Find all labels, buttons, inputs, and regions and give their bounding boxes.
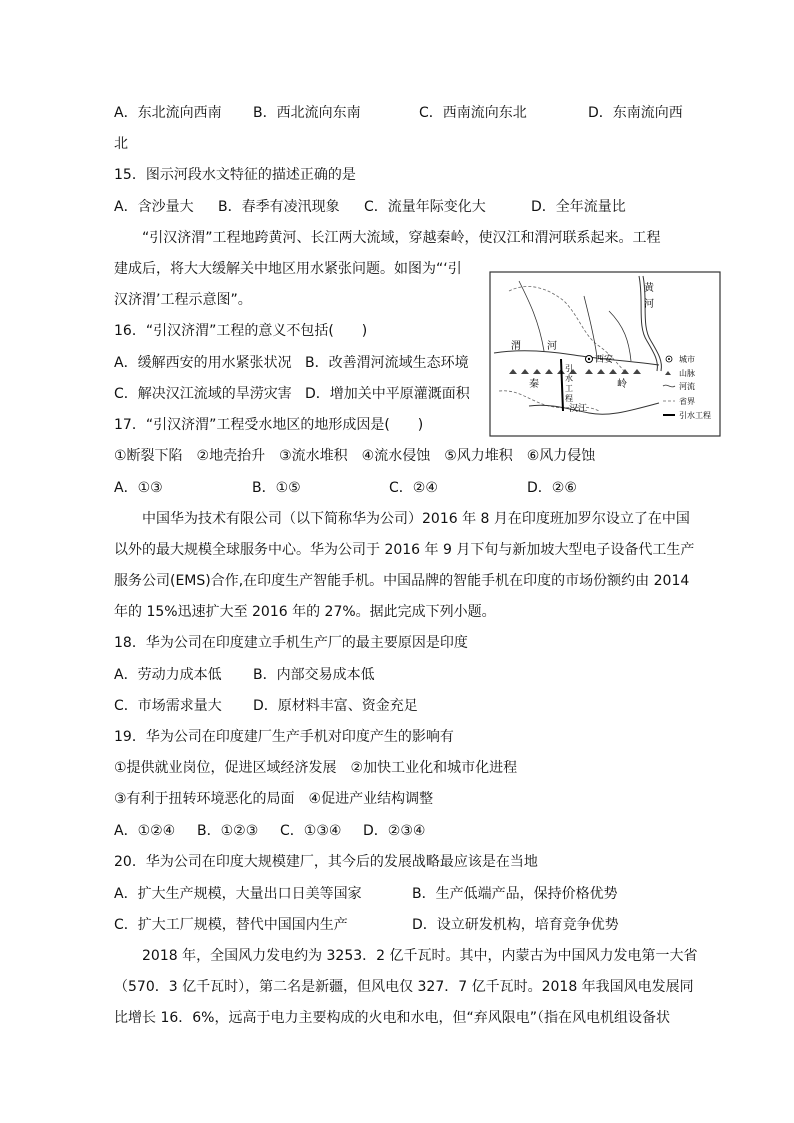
q17-items: ①断裂下陷 ②地壳抬升 ③流水堆积 ④流水侵蚀 ⑤风力堆积 ⑥风力侵蚀 (114, 448, 596, 464)
q18-option-b: B．内部交易成本低 (253, 667, 375, 683)
map-label-he2: 河 (547, 341, 557, 352)
project-map-svg (489, 271, 721, 437)
q18-stem: 18．华为公司在印度建立手机生产厂的最主要原因是印度 (114, 635, 468, 651)
q20-option-c: C．扩大工厂规模，替代中国国内生产 (114, 917, 348, 933)
q14-option-b: B．西北流向东南 (253, 105, 361, 121)
q20-option-a: A．扩大生产规模，大量出口日美等国家 (114, 886, 362, 902)
passage1-line3: 汉济渭’工程示意图”。 (114, 292, 252, 308)
q19-stem: 19．华为公司在印度建厂生产手机对印度产生的影响有 (114, 729, 454, 745)
map-label-yin: 引 (565, 364, 573, 373)
q20-stem: 20．华为公司在印度大规模建厂，其今后的发展战略最应该是在当地 (114, 854, 538, 870)
map-label-hanjiang: 汉江 (569, 404, 588, 414)
q19-option-a: A．①②④ (114, 823, 176, 839)
q17-stem: 17．“引汉济渭”工程受水地区的地形成因是( ) (114, 417, 424, 433)
map-label-wei: 渭 (511, 341, 521, 352)
legend-mountain: 山脉 (679, 369, 695, 378)
q15-option-c: C．流量年际变化大 (364, 199, 486, 215)
passage2-line3: 服务公司(EMS)合作,在印度生产智能手机。中国品牌的智能手机在印度的市场份额约由 2014 (114, 573, 690, 589)
q17-option-c: C．②④ (389, 480, 438, 496)
q18-option-d: D．原材料丰富、资金充足 (253, 698, 418, 714)
q17-option-a: A．①③ (114, 480, 163, 496)
map-label-shui: 水 (565, 374, 573, 383)
q19-option-d: D．②③④ (363, 823, 426, 839)
q16-stem: 16．“引汉济渭”工程的意义不包括( ) (114, 323, 368, 339)
q15-option-d: D．全年流量比 (531, 199, 626, 215)
q15-option-a: A．含沙量大 (114, 199, 194, 215)
passage2-line1: 中国华为技术有限公司（以下简称华为公司）2016 年 8 月在印度班加罗尔设立了在中国 (142, 511, 690, 527)
q14-option-d: D．东南流向西 (588, 105, 683, 121)
q16-option-a: A．缓解西安的用水紧张状况 (114, 355, 292, 371)
q16-option-b: B．改善渭河流域生态环境 (305, 355, 469, 371)
q16-option-c: C．解决汉江流域的旱涝灾害 (114, 386, 292, 402)
q15-option-b: B．春季有凌汛现象 (218, 199, 340, 215)
passage3-line2: （570．3 亿千瓦时），第二名是新疆，但风电仅 327．7 亿千瓦时。2018 年我国风电发展同 (114, 979, 694, 995)
q20-option-d: D．设立研发机构，培育竞争优势 (412, 917, 619, 933)
q14-option-d-continued: 北 (114, 136, 128, 152)
q15-stem: 15．图示河段水文特征的描述正确的是 (114, 167, 356, 183)
map-label-ling: 岭 (617, 379, 627, 390)
legend-river: 河流 (679, 382, 695, 391)
q19-option-c: C．①③④ (280, 823, 342, 839)
q20-option-b: B．生产低端产品，保持价格优势 (412, 886, 618, 902)
map-label-xian: 西安 (595, 355, 614, 365)
q16-option-d: D．增加关中平原灌溉面积 (305, 386, 470, 402)
map-label-he: 河 (644, 299, 654, 310)
q14-option-c: C．西南流向东北 (419, 105, 527, 121)
q17-option-d: D．②⑥ (527, 480, 577, 496)
map-label-cheng: 程 (565, 394, 573, 403)
passage3-line3: 比增长 16．6%，远高于电力主要构成的火电和水电，但“弃风限电”（指在风电机组设备状 (114, 1010, 670, 1026)
map-label-huang: 黄 (644, 283, 654, 294)
q19-item2: ③有利于扭转环境恶化的局面 ④促进产业结构调整 (114, 791, 434, 807)
project-map-figure (489, 271, 721, 437)
q17-option-b: B．①⑤ (252, 480, 301, 496)
q14-option-a: A．东北流向西南 (114, 105, 222, 121)
q18-option-a: A．劳动力成本低 (114, 667, 222, 683)
q19-option-b: B．①②③ (197, 823, 259, 839)
passage2-line2: 以外的最大规模全球服务中心。华为公司于 2016 年 9 月下旬与新加坡大型电子设备代工生产 (114, 542, 695, 558)
q19-item1: ①提供就业岗位，促进区域经济发展 ②加快工业化和城市化进程 (114, 760, 518, 776)
legend-water-project: 引水工程 (679, 411, 711, 420)
map-label-gong: 工 (565, 384, 573, 393)
map-label-qin: 秦 (529, 379, 539, 390)
passage2-line4: 年的 15%迅速扩大至 2016 年的 27%。据此完成下列小题。 (114, 604, 496, 620)
passage3-line1: 2018 年，全国风力发电约为 3253．2 亿千瓦时。其中，内蒙古为中国风力发电第一大省 (142, 948, 698, 964)
passage1-line2: 建成后，将大大缓解关中地区用水紧张问题。如图为“‘引 (114, 261, 462, 277)
legend-provincial-boundary: 省界 (679, 397, 695, 406)
q18-option-c: C．市场需求量大 (114, 698, 222, 714)
passage1-line1: “引汉济渭”工程地跨黄河、长江两大流域，穿越秦岭，使汉江和渭河联系起来。工程 (142, 230, 661, 246)
legend-city: 城市 (679, 355, 695, 364)
